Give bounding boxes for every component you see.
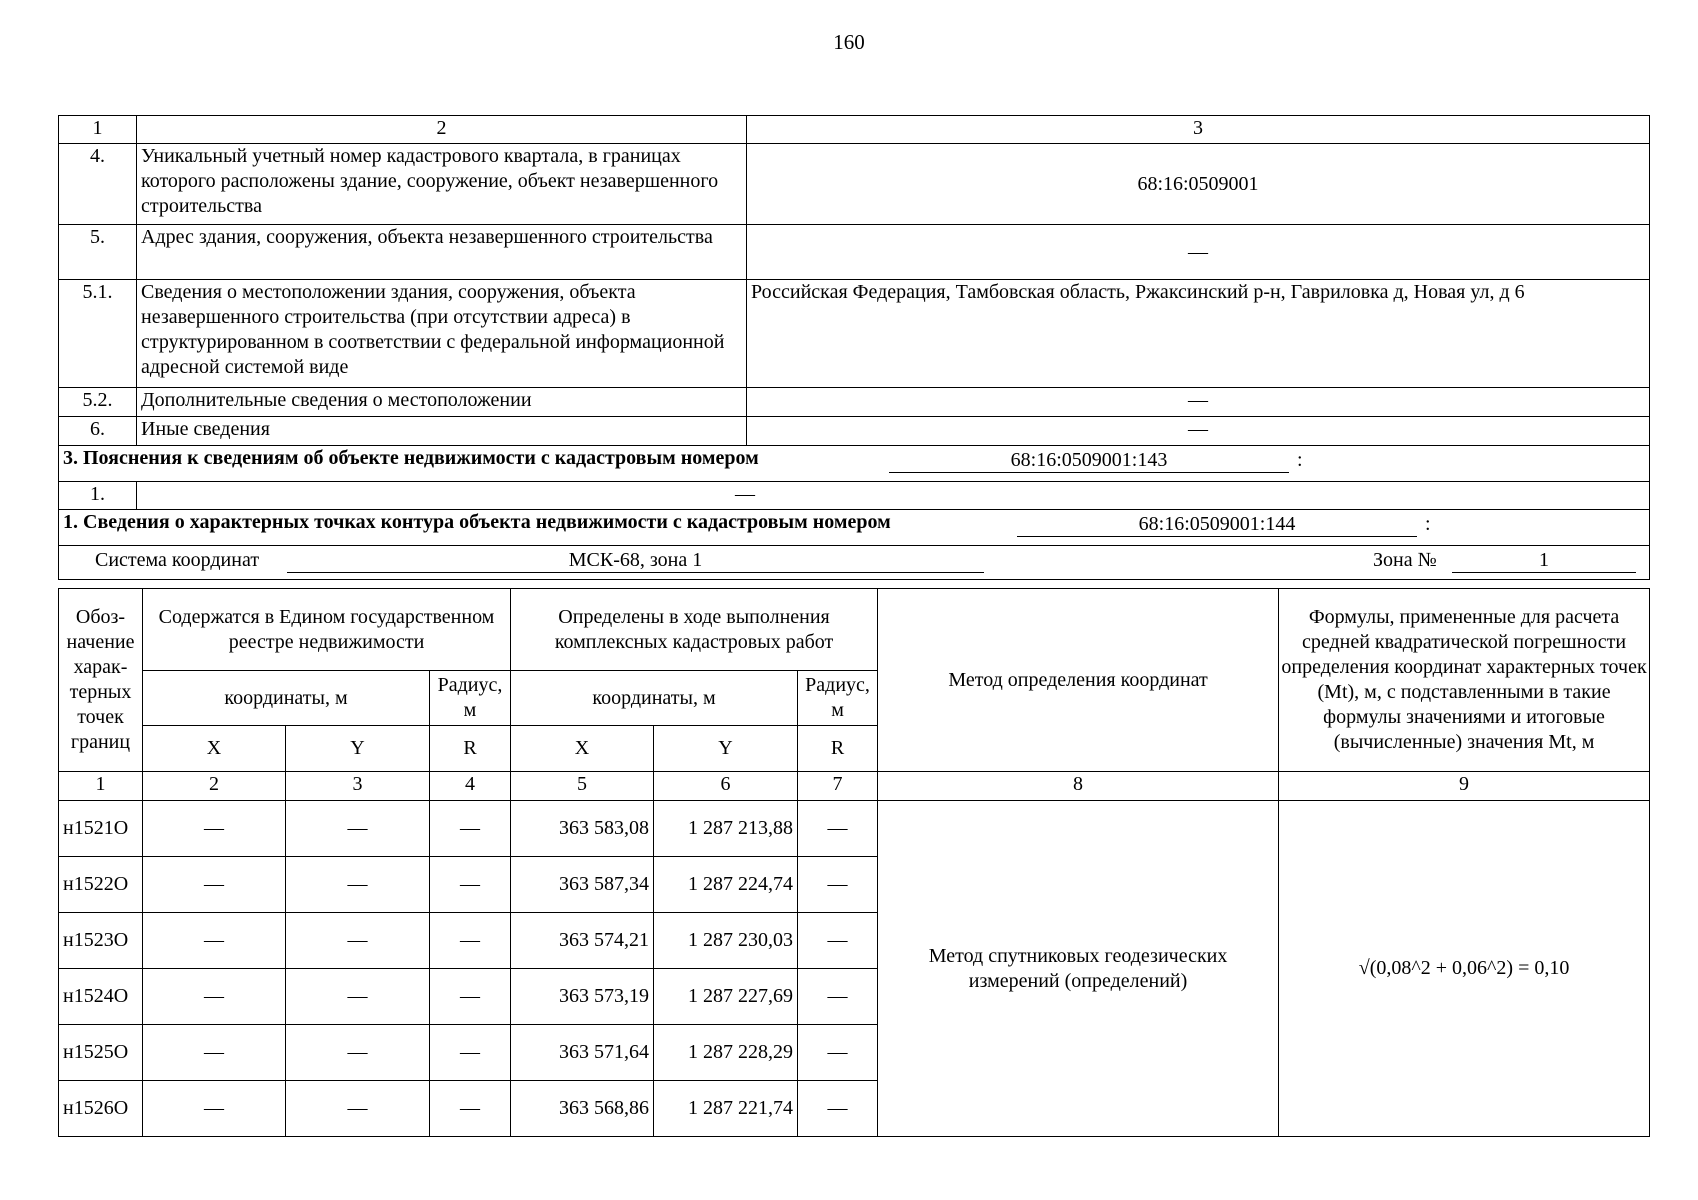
row-label: Адрес здания, сооружения, объекта незавершенного строительства (137, 225, 747, 280)
egrn-header: Содержатся в Едином государственном реестре недвижимости (143, 589, 511, 671)
r-egrn: — (430, 801, 511, 857)
row-value: Российская Федерация, Тамбовская область, Ржаксинский р-н, Гавриловка д, Новая ул, д 6 (747, 280, 1650, 388)
row-number: 5.1. (59, 280, 137, 388)
col-number: 1 (59, 116, 137, 144)
y-value: 1 287 230,03 (654, 913, 798, 969)
x-egrn: — (143, 1025, 286, 1081)
points-colon: : (1425, 513, 1431, 535)
coord-system (59, 546, 1650, 580)
col-number: 1 (59, 772, 143, 801)
row-label: Сведения о местоположении здания, сооружения, объекта незавершенного строительства (при отсутствии адреса) в структурированном в соответствии с федеральной информационной адресной системой виде (137, 280, 747, 388)
point-id: н1525О (59, 1025, 143, 1081)
r-value: — (798, 801, 878, 857)
points-cadastral-number: 68:16:0509001:144 (1017, 512, 1417, 537)
x-header: X (511, 726, 654, 772)
x-egrn: — (143, 801, 286, 857)
points-title (59, 510, 1650, 546)
col-number: 7 (798, 772, 878, 801)
y-value: 1 287 213,88 (654, 801, 798, 857)
y-header: Y (654, 726, 798, 772)
points-section-title: 1. Сведения о характерных точках контура объекта недвижимости с кадастровым номером (63, 511, 891, 533)
col-number: 9 (1279, 772, 1650, 801)
y-header: Y (286, 726, 430, 772)
point-id: н1521О (59, 801, 143, 857)
section3-cadastral-number: 68:16:0509001:143 (889, 448, 1289, 473)
page-number: 160 (833, 30, 865, 54)
col-number: 2 (143, 772, 286, 801)
row-number: 4. (59, 144, 137, 225)
defined-radius-header: Радиус, м (798, 671, 878, 726)
row-label: Уникальный учетный номер кадастрового квартала, в границах которого расположены здание, сооружение, объект незавершенного строительства (137, 144, 747, 225)
section3-header (59, 446, 1650, 482)
x-egrn: — (143, 857, 286, 913)
col-number: 3 (286, 772, 430, 801)
y-egrn: — (286, 913, 430, 969)
table-row (59, 388, 1650, 417)
egrn-radius-header: Радиус, м (430, 671, 511, 726)
row-number: 5.2. (59, 388, 137, 417)
row-value: — (137, 482, 1650, 510)
x-value: 363 587,34 (511, 857, 654, 913)
section3-title: 3. Пояснения к сведениям об объекте недвижимости с кадастровым номером (63, 447, 759, 469)
table-row (59, 417, 1650, 446)
point-id: н1524О (59, 969, 143, 1025)
r-value: — (798, 857, 878, 913)
point-row (59, 801, 1650, 857)
point-id: н1522О (59, 857, 143, 913)
zone-value: 1 (1452, 548, 1636, 573)
y-value: 1 287 224,74 (654, 857, 798, 913)
row-number: 6. (59, 417, 137, 446)
table-row (59, 482, 1650, 510)
col-number: 8 (878, 772, 1279, 801)
formula-value: √(0,08^2 + 0,06^2) = 0,10 (1279, 801, 1650, 1137)
section3-header-row (59, 446, 1650, 482)
row-value: — (747, 225, 1650, 280)
coord-system-row (59, 546, 1650, 580)
col-number: 5 (511, 772, 654, 801)
point-id: н1526О (59, 1081, 143, 1137)
designation-header: Обоз-начение харак-терных точек границ (59, 589, 143, 772)
x-egrn: — (143, 1081, 286, 1137)
col-number: 2 (137, 116, 747, 144)
table-row (59, 144, 1650, 225)
r-egrn: — (430, 857, 511, 913)
r-egrn: — (430, 1081, 511, 1137)
row-value: 68:16:0509001 (747, 144, 1650, 225)
point-id: н1523О (59, 913, 143, 969)
row-value: — (747, 417, 1650, 446)
y-egrn: — (286, 801, 430, 857)
defined-header: Определены в ходе выполнения комплексных кадастровых работ (511, 589, 878, 671)
r-header: R (430, 726, 511, 772)
y-egrn: — (286, 857, 430, 913)
egrn-coords-header: координаты, м (143, 671, 430, 726)
x-egrn: — (143, 913, 286, 969)
x-value: 363 574,21 (511, 913, 654, 969)
method-header: Метод определения координат (878, 589, 1279, 772)
header-row (59, 589, 1650, 671)
x-value: 363 573,19 (511, 969, 654, 1025)
column-number-row (59, 772, 1650, 801)
method-value: Метод спутниковых геодезических измерений (определений) (878, 801, 1279, 1137)
r-egrn: — (430, 1025, 511, 1081)
col-number: 6 (654, 772, 798, 801)
coord-system-value: МСК-68, зона 1 (287, 548, 984, 573)
y-egrn: — (286, 1025, 430, 1081)
r-value: — (798, 913, 878, 969)
x-value: 363 583,08 (511, 801, 654, 857)
coord-system-label: Система координат (95, 549, 260, 571)
x-egrn: — (143, 969, 286, 1025)
row-value: — (747, 388, 1650, 417)
r-header: R (798, 726, 878, 772)
r-value: — (798, 1081, 878, 1137)
row-number: 1. (59, 482, 137, 510)
formulas-header: Формулы, примененные для расчета средней квадратической погрешности определения координат характерных точек (Mt), м, с подставленными в такие формулы значениями и итоговые (вычисленные) значения Mt, м (1279, 589, 1650, 772)
defined-coords-header: координаты, м (511, 671, 798, 726)
y-egrn: — (286, 1081, 430, 1137)
object-info-table (58, 115, 1650, 580)
row-number: 5. (59, 225, 137, 280)
r-egrn: — (430, 913, 511, 969)
r-value: — (798, 969, 878, 1025)
y-egrn: — (286, 969, 430, 1025)
y-value: 1 287 227,69 (654, 969, 798, 1025)
table-row (59, 225, 1650, 280)
x-value: 363 568,86 (511, 1081, 654, 1137)
column-number-row (59, 116, 1650, 144)
y-value: 1 287 228,29 (654, 1025, 798, 1081)
row-label: Дополнительные сведения о местоположении (137, 388, 747, 417)
r-egrn: — (430, 969, 511, 1025)
col-number: 4 (430, 772, 511, 801)
table-row (59, 280, 1650, 388)
points-table (58, 588, 1650, 1137)
r-value: — (798, 1025, 878, 1081)
x-header: X (143, 726, 286, 772)
col-number: 3 (747, 116, 1650, 144)
section3-colon: : (1297, 449, 1303, 471)
y-value: 1 287 221,74 (654, 1081, 798, 1137)
zone-label: Зона № (1373, 549, 1437, 571)
row-label: Иные сведения (137, 417, 747, 446)
x-value: 363 571,64 (511, 1025, 654, 1081)
points-title-row (59, 510, 1650, 546)
